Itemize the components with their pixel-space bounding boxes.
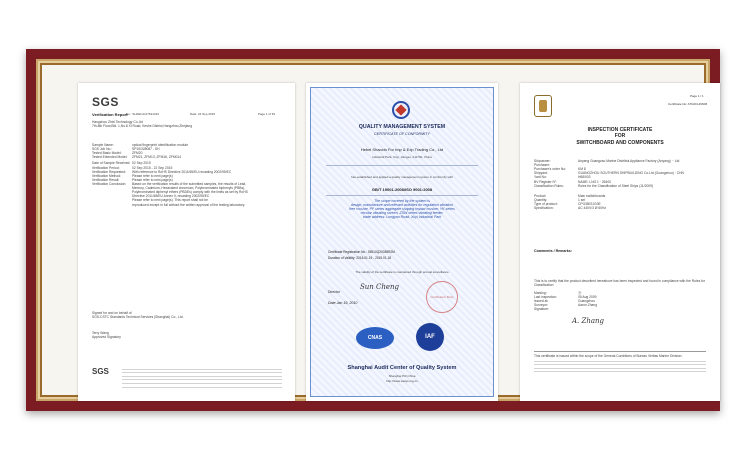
certification-seal <box>426 281 458 313</box>
field-key: Product: <box>534 193 547 198</box>
report-date: Date: 24 Sep 2015 <box>190 113 216 116</box>
signed-for: Signed for and on behalf of <box>92 311 132 315</box>
field-key: Verification Period: <box>92 165 120 170</box>
field-key: Shipowner: <box>534 159 551 163</box>
field-key: Signature: <box>534 307 550 312</box>
company-address: Industrial Park, Xuyi, Jiangsu, 211700, China <box>372 156 432 159</box>
title-line: INSPECTION CERTIFICATE <box>587 127 653 133</box>
report-page: Page 1 of 39 <box>258 113 276 116</box>
certificate-number: Certificate No: ATG0CHNN06 <box>668 103 708 106</box>
sign-fields <box>534 291 706 312</box>
inspection-statement: This is to certify that the product described hereabove has been inspected and found in compliance with the Rules for Classification <box>534 279 705 288</box>
conformity-statement: has established and applied a quality management system in conformity with <box>351 176 453 179</box>
field-value <box>578 307 706 311</box>
standard: GB/T 19001-2008/ISO 9001:2008 <box>371 187 433 192</box>
field-value: Anyang Guangzao Marine Distribut Appliance Factory (Anyang) ·· Ltd <box>578 159 680 163</box>
issuer-website: http://www.sacqs.org.cn <box>386 379 418 383</box>
signer-name: Terry Wang <box>92 331 109 336</box>
field-value: optical fingerprint identification module <box>132 143 189 147</box>
field-value: ZFM21, ZFM13, ZFM16, ZFM014 <box>132 155 182 160</box>
field-value: Please refer to next page(s) <box>132 177 173 182</box>
certificate-page: Page 1 / 1 <box>690 95 704 98</box>
scope-line: free crusher, PF series aggregate shaping impact crusher, YK series <box>349 207 455 211</box>
signer-title: Approved Signatory <box>92 335 121 340</box>
report-header <box>92 120 282 128</box>
field-key: Verification Conclusion: <box>92 181 127 186</box>
issue-date: Date Jan 19, 2010 <box>328 301 358 305</box>
sgs-verification-report <box>78 83 295 401</box>
scope-block <box>306 199 498 219</box>
sgs-footer-logo: SGS <box>92 367 109 376</box>
field-key: Yard No: <box>534 175 547 180</box>
cnas-logo: CNAS <box>356 327 394 349</box>
footer-text-lines <box>534 361 706 373</box>
issuer-address: Shanghai P.R.China <box>388 374 416 378</box>
remarks-label: Comments / Remarks: <box>534 249 572 253</box>
field-value: H68/003 <box>578 175 591 180</box>
director-label: Director <box>328 290 340 294</box>
field-value: CPG3B/S1G0E <box>578 201 601 206</box>
field-row <box>534 206 706 210</box>
field-key: Specification: <box>534 206 554 211</box>
validity: Duration of Validity: 2016.01.19 - 2019.01.18 <box>328 256 392 260</box>
field-key: Purchaser: <box>534 163 550 168</box>
signed-company: SGS-CSTC Standards Technical Services (Shanghai) Co., Ltd. <box>92 315 184 320</box>
field-key: Issued at: <box>534 299 549 304</box>
certificate-title: QUALITY MANAGEMENT SYSTEM <box>358 124 446 130</box>
field-value: Main switchboards <box>578 193 606 198</box>
field-key: Tested Extended Model: <box>92 155 128 160</box>
footer-text-lines <box>122 366 282 390</box>
certificate-footer <box>534 351 706 375</box>
field-key: Marking: <box>534 291 547 295</box>
field-value: KM 8 <box>578 167 586 172</box>
report-title: Verification Report <box>92 112 128 117</box>
certificate-number: Certificate Registration No.: 05510Q20038R2M <box>328 250 395 254</box>
field-value: ZFM20 <box>132 151 143 156</box>
sgs-logo: SGS <box>92 95 119 109</box>
bv-inspection-certificate <box>520 83 720 401</box>
signature-block <box>92 311 282 339</box>
certificate-title <box>520 127 720 146</box>
field-key: BV Register N°: <box>534 179 558 184</box>
header-line: 7th-8th Floor,Bld. 1,No.8 Xi Road, Keshe District,Hangzhou,Zhejiang <box>92 124 193 129</box>
field-row <box>92 203 282 207</box>
conclusion-line: Mercury, Cadmium, Hexavalent chromium, Polybrominated biphenyls (PBBs), <box>132 186 246 191</box>
picture-frame <box>26 49 720 411</box>
conclusion-line: Directive 2011/65/EU Annex II, recasting 2002/95/EC <box>132 194 210 199</box>
field-key: Date of Sample Received: <box>92 161 131 166</box>
field-key: Verification Method: <box>92 173 121 178</box>
company-name: Hebei Shaoxin For Imp & Exp Trading Co., Ltd <box>360 147 444 152</box>
field-key: Purchaser's order No: <box>534 167 566 172</box>
iaf-logo: IAF <box>416 323 444 351</box>
field-key: Shipyard: <box>534 171 548 176</box>
scope-intro: The scope covered by the system is <box>374 199 430 203</box>
field-key: Type of product: <box>534 201 558 206</box>
field-value: With reference to RoHS Directive 2011/65/EU recasting 2002/95/EC <box>132 169 232 174</box>
field-value: Aaron Zhang <box>578 303 598 308</box>
field-value: Rules for the Classification of Steel Ships (11/2009) <box>578 183 654 188</box>
field-value: 05 Aug 2009 <box>578 295 597 300</box>
certificate-subtitle: CERTIFICATE OF CONFORMITY <box>374 132 430 136</box>
scope-line: trade address: Longyan Road, Xuyi Industrial Park <box>362 215 442 219</box>
header-line: Hangzhou Zhixi Technology Co.,ltd <box>92 120 143 124</box>
field-value: Please refer to next page(s) <box>132 173 173 178</box>
field-row <box>92 155 282 159</box>
field-key: Verification Requested: <box>92 169 126 174</box>
surveyor-signature: A. Zhang <box>572 317 605 325</box>
field-value: AC 440V/3 Ø 60Hz <box>578 206 607 211</box>
conclusion-line: Please refer to next page(s). This report shall not be <box>132 198 208 203</box>
footer-text: This certificate is issued within the scope of the General Conditions of Bureau Veritas Marine Division. <box>534 354 683 358</box>
scope-line: circular vibrating screen, ZSW series vibrating feeder, <box>360 211 444 215</box>
report-fields <box>92 143 282 207</box>
field-key: Classification Rules: <box>534 183 564 188</box>
field-value: SP15/328087 - SH <box>132 147 160 152</box>
field-value: NAME: LNG 1 · 26400 <box>578 179 611 184</box>
field-value: Based on the verification results of the submitted samples, the results of Lead, <box>132 181 247 186</box>
validity-note: The validity of the certificate is maintained through annual surveillance <box>355 271 449 274</box>
field-value: 02 Sep 2015 - 22 Sep 2015 <box>132 165 173 170</box>
field-key: Surveyor: <box>534 303 549 308</box>
field-value: Guangzhou <box>578 299 596 304</box>
field-value: Ⓑ <box>578 291 582 295</box>
field-key: Verification Result: <box>92 177 120 182</box>
field-row <box>534 307 706 311</box>
field-key: Sample Name: <box>92 143 114 147</box>
frame-mat <box>36 59 710 401</box>
qms-certificate <box>306 83 498 401</box>
field-value: GUANGZHOU SOUTHERN SHIPBUILDING Co.Ltd (Guangzhou) · CHN <box>578 171 684 176</box>
issuer-name: Shanghai Audit Center of Quality System <box>347 365 457 371</box>
field-value: 1 set <box>578 197 586 202</box>
report-number: No.: SHAEC1117621433 <box>126 113 159 116</box>
scope-line: design, manufacture and relevant activities for regulation vibration <box>351 203 453 207</box>
conclusion-line: reproduced except in full without the written approval of the testing laboratory. <box>132 202 246 207</box>
field-key: Tested Basic Model: <box>92 151 122 156</box>
field-value: 02 Sep 2015 <box>132 161 151 166</box>
field-row <box>534 184 706 188</box>
field-key: SGS Job No.: <box>92 147 113 152</box>
seal-text: Certification Body <box>430 295 454 299</box>
certification-emblem-icon <box>392 101 410 119</box>
certificate-fields <box>534 159 706 210</box>
title-line: FOR <box>614 133 626 140</box>
bureau-veritas-logo-icon <box>534 95 552 117</box>
field-key: Quantity: <box>534 197 548 202</box>
conclusion-line: Polybrominated diphenyl ethers (PBDEs) comply with the limits as set by RoHS <box>132 190 248 195</box>
field-key: Last inspection: <box>534 295 557 300</box>
title-line: SWITCHBOARD AND COMPONENTS <box>576 139 664 146</box>
director-signature: Sun Cheng <box>360 283 400 291</box>
